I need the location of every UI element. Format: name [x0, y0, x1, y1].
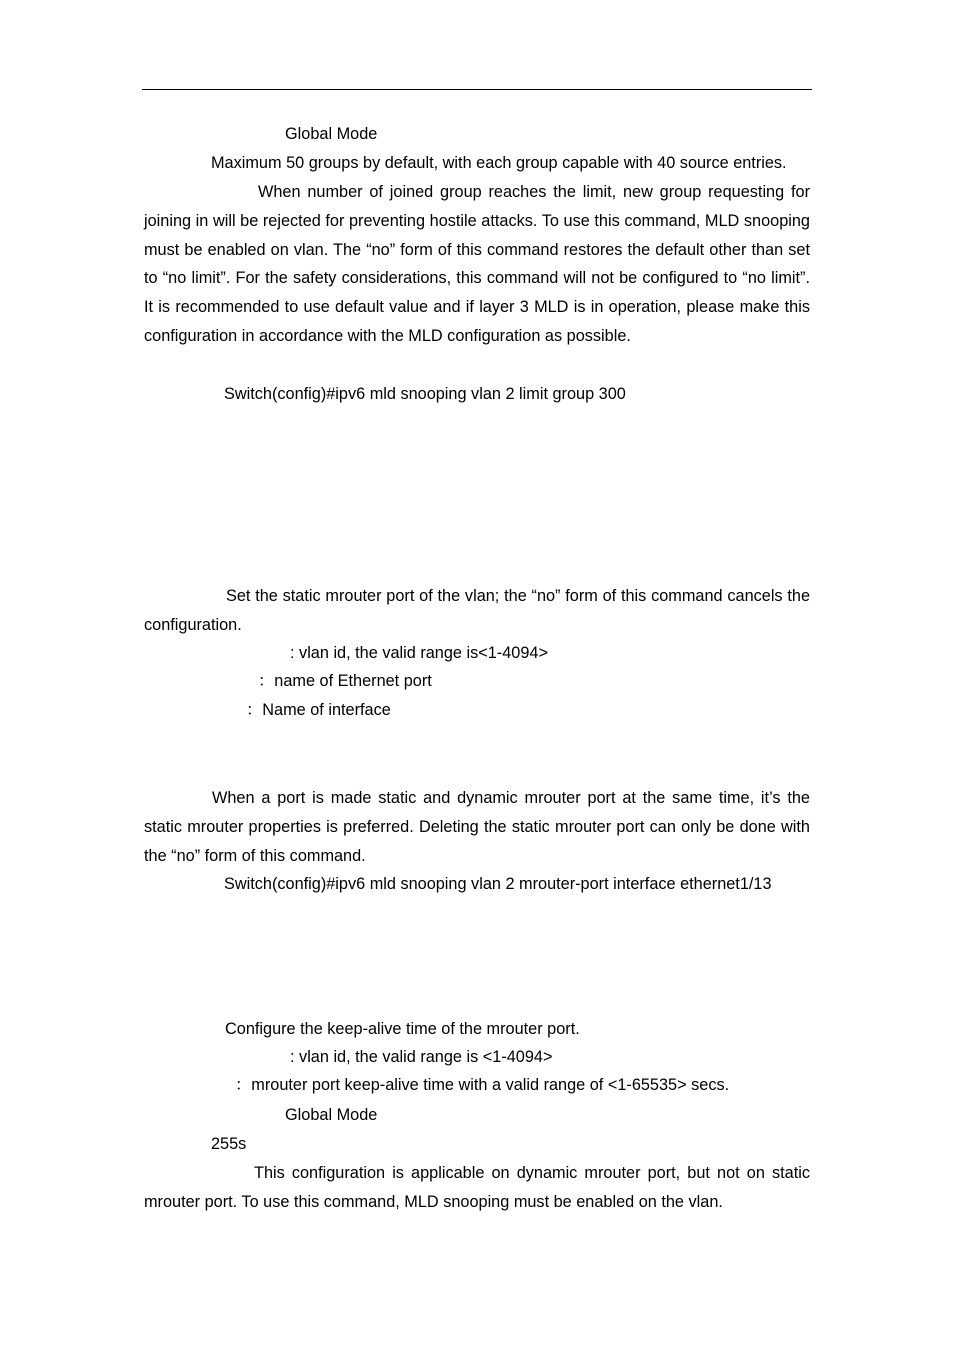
- parameter-vlan-text: : vlan id, the valid range is<1-4094>: [290, 644, 548, 662]
- parameter-vlan-text-3: : vlan id, the valid range is <1-4094>: [290, 1048, 553, 1066]
- command-mode-text: Global Mode: [285, 125, 378, 143]
- parameter-port-desc: name of Ethernet port: [274, 672, 432, 690]
- colon-glyph: ：: [246, 701, 263, 719]
- usage-guide-paragraph-2: When a port is made static and dynamic mrouter port at the same time, it’s the static mrouter properties is preferred. Deleting the static mrouter port can only be done with the “no” form of this command.: [144, 789, 810, 865]
- function-paragraph: Set the static mrouter port of the vlan; the “no” form of this command cancels the configuration.: [144, 587, 810, 634]
- command-mode-text-3: Global Mode: [285, 1106, 378, 1124]
- default-text-3: 255s: [211, 1135, 247, 1153]
- header-rule: [142, 89, 812, 90]
- usage-guide-paragraph-3: This configuration is applicable on dynamic mrouter port, but not on static mrouter port. To use this command, MLD snooping must be enabled on the vlan.: [144, 1164, 810, 1211]
- colon-glyph: ：: [258, 672, 275, 690]
- parameter-value-text: [235, 1075, 729, 1095]
- parameter-value-desc: mrouter port keep-alive time with a valid range of <1-65535> secs.: [251, 1076, 730, 1094]
- function-text-3: Configure the keep-alive time of the mrouter port.: [225, 1020, 580, 1038]
- example-text: Switch(config)#ipv6 mld snooping vlan 2 limit group 300: [224, 385, 626, 403]
- usage-guide-paragraph: When number of joined group reaches the limit, new group requesting for joining in will be rejected for preventing hostile attacks. To use this command, MLD snooping must be enabled on vlan. The “no” form of this command restores the default other than set to “no limit”. For the safety considerations, this command will not be configured to “no limit”. It is recommended to use default value and if layer 3 MLD is in operation, please make this configuration in accordance with the MLD configuration as possible.: [144, 183, 810, 345]
- parameter-ifname-desc: Name of interface: [262, 701, 391, 719]
- parameter-port-text: [258, 671, 432, 691]
- colon-glyph: ：: [235, 1076, 252, 1094]
- default-text: Maximum 50 groups by default, with each group capable with 40 source entries.: [211, 154, 787, 172]
- parameter-ifname-text: [246, 700, 391, 720]
- example-text-2: Switch(config)#ipv6 mld snooping vlan 2 mrouter-port interface ethernet1/13: [224, 875, 772, 893]
